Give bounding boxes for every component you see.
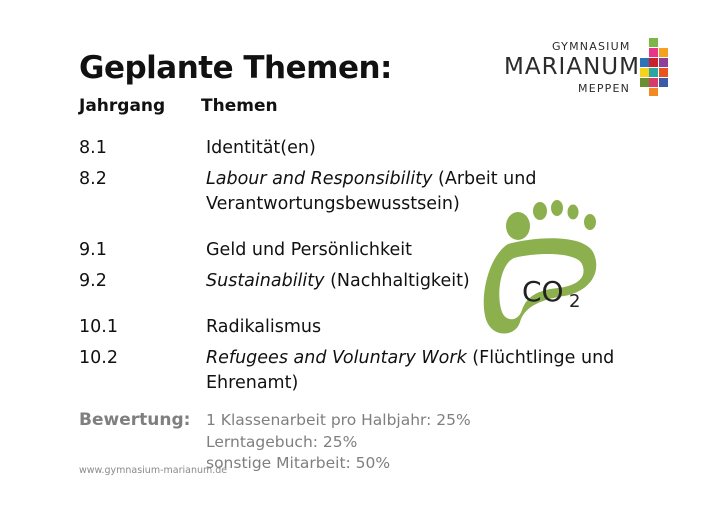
row-code: 10.2 (79, 348, 118, 368)
slide-title: Geplante Themen: (79, 50, 392, 86)
topic-part: Identität(en) (206, 138, 316, 158)
row-code: 9.2 (79, 271, 107, 291)
row-topic (206, 346, 614, 371)
row-code: 8.1 (79, 138, 107, 158)
topic-part: Radikalismus (206, 317, 322, 337)
row-topic (206, 269, 470, 294)
topic-part-german: (Arbeit und (432, 169, 537, 189)
row-topic-continuation: Ehrenamt) (206, 373, 299, 393)
column-header-topics: Themen (201, 96, 278, 116)
footer-url: www.gymnasium-marianum.de (79, 465, 228, 476)
assessment-lines (206, 410, 471, 475)
footprint-shape (484, 200, 597, 334)
row-topic-continuation: Verantwortungsbewusstsein) (206, 194, 460, 214)
row-topic (206, 315, 321, 340)
assessment-line: Lerntagebuch: 25% (206, 432, 358, 451)
topic-part-german: (Flüchtlinge und (466, 348, 615, 368)
topic-part: Geld und Persönlichkeit (206, 240, 412, 260)
assessment-line: 1 Klassenarbeit pro Halbjahr: 25% (206, 411, 471, 429)
row-topic (206, 238, 412, 263)
logo-text-bottom: MEPPEN (578, 82, 631, 95)
row-code: 10.1 (79, 317, 118, 337)
school-logo (500, 38, 670, 100)
assessment-label: Bewertung: (79, 410, 191, 430)
row-topic (206, 136, 316, 161)
row-topic (206, 167, 536, 192)
logo-text-name: MARIANUM (504, 54, 640, 80)
row-code: 8.2 (79, 169, 107, 189)
assessment-line: sonstige Mitarbeit: 50% (206, 454, 391, 472)
co2-label: CO (522, 275, 564, 308)
logo-text-top: GYMNASIUM (552, 40, 631, 53)
topic-part-german: (Nachhaltigkeit) (324, 271, 470, 291)
co2-subscript: 2 (569, 291, 581, 312)
row-code: 9.1 (79, 240, 107, 260)
topic-part-english: Sustainability (206, 271, 325, 291)
co2-footprint-icon (478, 198, 604, 338)
topic-part-english: Labour and Responsibility (206, 169, 433, 189)
column-header-year: Jahrgang (79, 96, 166, 116)
logo-mosaic-icon (640, 38, 668, 96)
topic-part-english: Refugees and Voluntary Work (206, 348, 467, 368)
